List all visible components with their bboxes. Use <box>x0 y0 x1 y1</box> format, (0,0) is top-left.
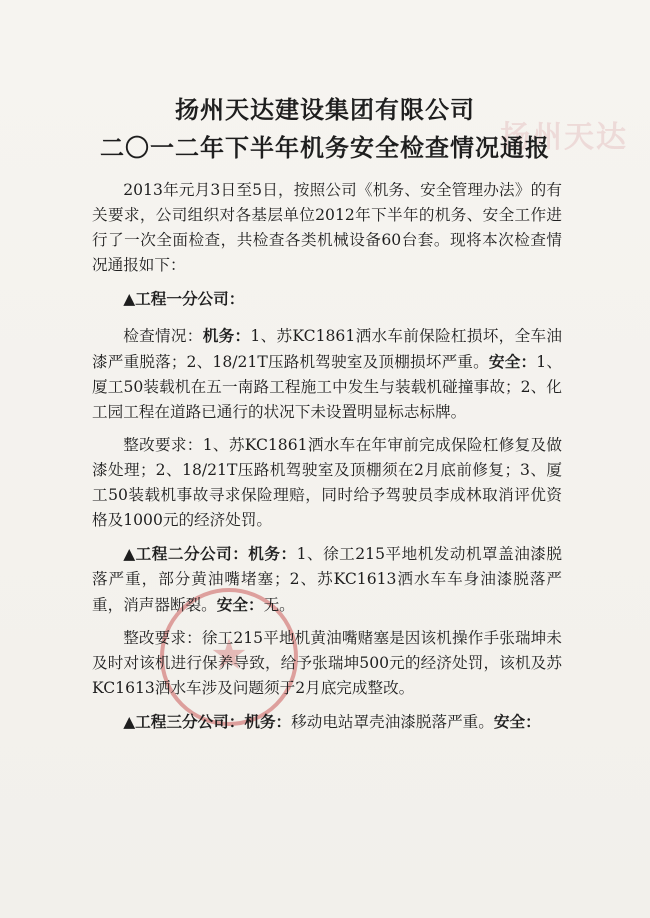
intro-paragraph: 2013年元月3日至5日，按照公司《机务、安全管理办法》的有关要求，公司组织对各基层单位2012年下半年的机务、安全工作进行了一次全面检查，共检查各类机械设备60台套。现将本次检查情况通报如下： <box>92 181 562 274</box>
section1-inspection-paragraph <box>92 323 562 425</box>
section2-machine-text: 1、徐工215平地机发动机罩盖油漆脱落严重，部分黄油嘴堵塞；2、苏KC1613洒水车车身油漆脱落严重，消声器断裂。 <box>92 545 562 614</box>
safety-label: 安全： <box>493 712 541 731</box>
section1-safety-text: 1、厦工50装载机在五一南路工程施工中发生与装载机碰撞事故；2、化工园工程在道路已通行的状况下未设置明显标志标牌。 <box>92 353 562 421</box>
section2-heading: ▲工程二分公司： <box>123 544 249 563</box>
document-body <box>92 178 562 743</box>
section1-machine-text: 1、苏KC1861洒水车前保险杠损坏，全车油漆严重脱落；2、18/21T压路机驾驶室及顶棚损坏严重。 <box>92 327 562 371</box>
bleed-through-header: 扬州天达 <box>500 120 628 155</box>
section2-rectify-paragraph: 整改要求：徐工215平地机黄油嘴赌塞是因该机操作手张瑞坤未及时对该机进行保养导致，给予张瑞坤500元的经济处罚，该机及苏KC1613洒水车涉及问题须于2月底完成整改。 <box>92 629 562 697</box>
section1-rectify-paragraph: 整改要求：1、苏KC1861洒水车在年审前完成保险杠修复及做漆处理；2、18/21T压路机驾驶室及顶棚须在2月底前修复；3、厦工50装载机事故寻求保险理赔，同时给予驾驶员李成林取消评优资格及1000元的经济处罚。 <box>92 436 562 529</box>
machine-label: 机务： <box>248 544 297 563</box>
section1-heading: ▲工程一分公司： <box>123 289 245 308</box>
section2-safety-text: 无。 <box>263 596 295 614</box>
section3-machine-text: 移动电站罩壳油漆脱落严重。 <box>291 713 494 731</box>
report-title: 二〇一二年下半年机务安全检查情况通报 <box>100 133 550 162</box>
machine-label: 机务： <box>244 712 292 731</box>
company-name-title: 扬州天达建设集团有限公司 <box>175 95 475 124</box>
machine-label: 机务： <box>202 326 251 345</box>
section3-paragraph <box>92 709 562 735</box>
section2-paragraph <box>92 541 562 618</box>
section3-heading: ▲工程三分公司： <box>123 712 245 731</box>
safety-label: 安全： <box>488 352 537 371</box>
safety-label: 安全： <box>216 595 264 614</box>
inspect-label: 检查情况： <box>123 327 203 345</box>
